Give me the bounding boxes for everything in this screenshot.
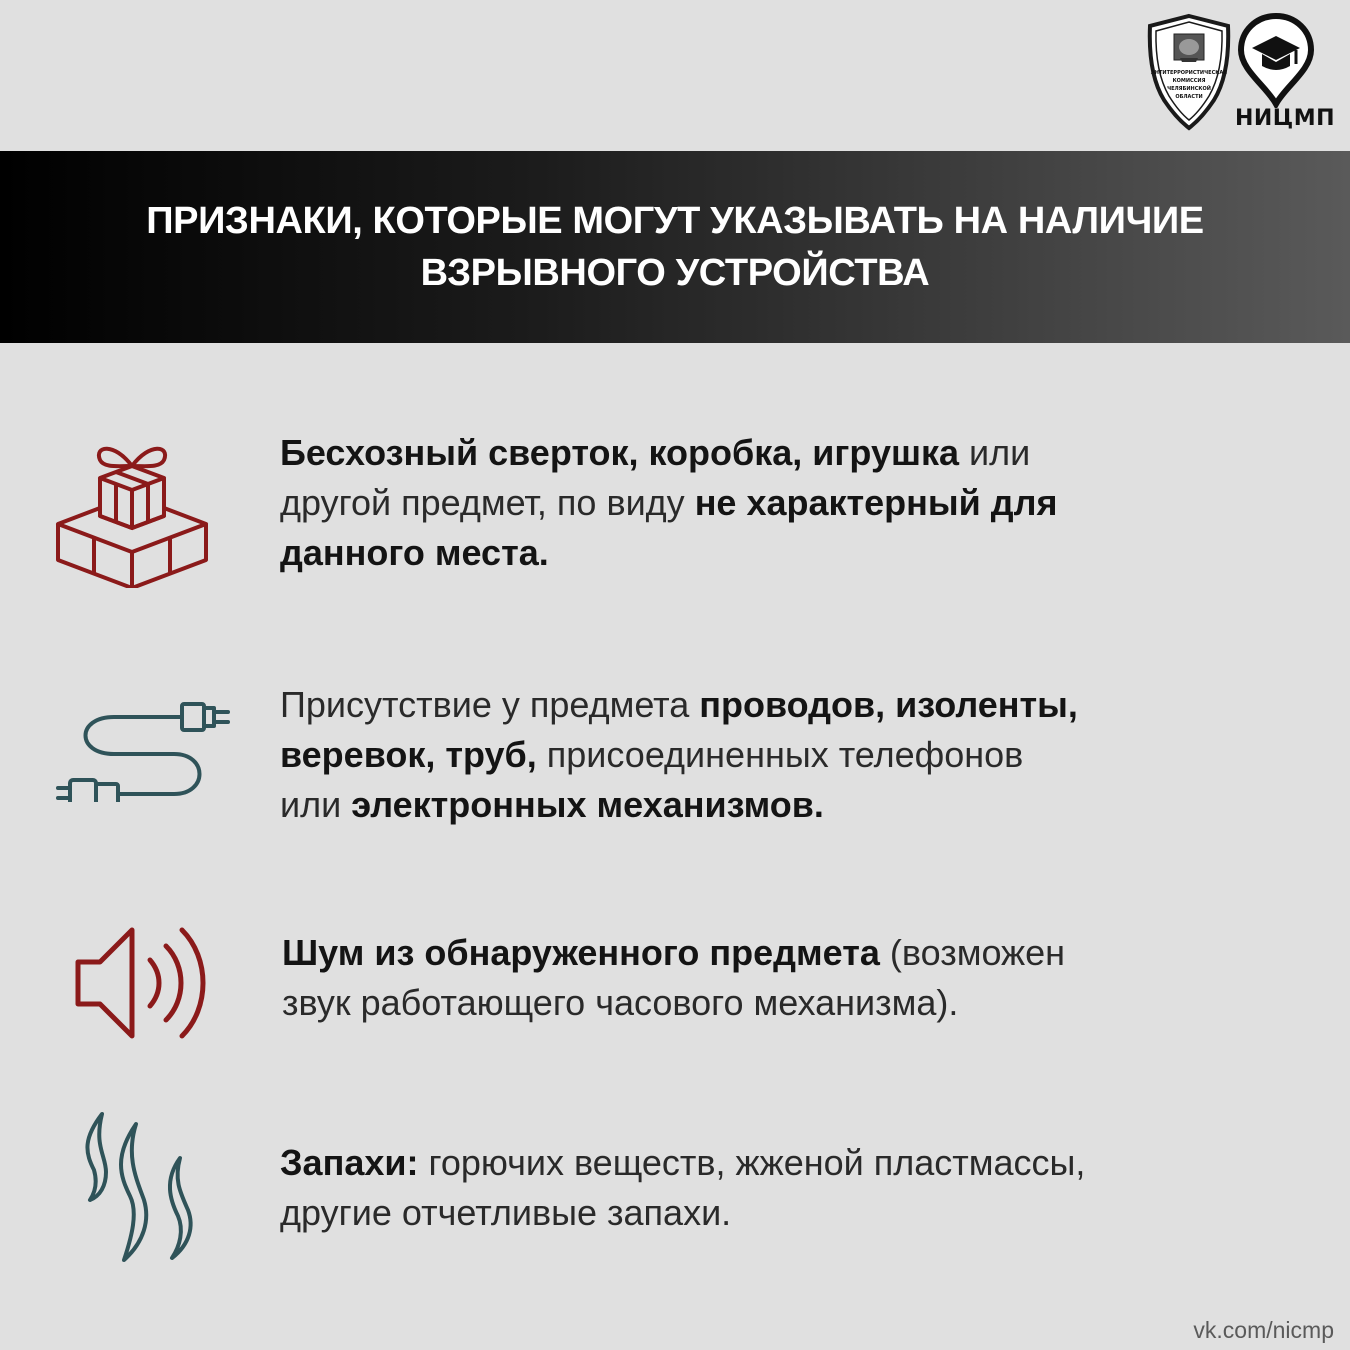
sign-text-segment: (возможен bbox=[879, 932, 1066, 973]
page-title-line-2: ВЗРЫВНОГО УСТРОЙСТВА bbox=[420, 252, 930, 294]
sign-text-segment: горючих веществ, жженой пластмассы, bbox=[418, 1142, 1086, 1183]
sign-text-bold-segment: данного места. bbox=[280, 532, 549, 573]
shield-coat-of-arms-icon bbox=[1144, 12, 1234, 132]
sign-text-bold-segment: Бесхозный сверток, коробка, игрушка bbox=[280, 432, 960, 473]
sign-text-bold-segment: веревок, труб, bbox=[280, 734, 537, 775]
sign-text-2 bbox=[280, 680, 1300, 830]
header-logos bbox=[1144, 12, 1344, 134]
svg-text:АНТИТЕРРОРИСТИЧЕСКАЯ: АНТИТЕРРОРИСТИЧЕСКАЯ bbox=[1150, 70, 1228, 76]
page-title-line-1: ПРИЗНАКИ, КОТОРЫЕ МОГУТ УКАЗЫВАТЬ НА НАЛИЧИЕ bbox=[146, 200, 1204, 242]
speaker-sound-icon bbox=[74, 924, 210, 1042]
gift-boxes-icon bbox=[54, 436, 210, 588]
map-pin-graduation-cap-icon bbox=[1236, 12, 1316, 108]
sign-text-bold-segment: Шум из обнаруженного предмета bbox=[282, 932, 880, 973]
title-banner bbox=[0, 151, 1350, 343]
page-title bbox=[55, 195, 1295, 299]
sign-text-segment: Присутствие у предмета bbox=[280, 684, 700, 725]
sign-text-bold-segment: не характерный для bbox=[694, 482, 1058, 523]
sign-text-bold-segment: проводов, изоленты, bbox=[699, 684, 1078, 725]
sign-text-3 bbox=[282, 928, 1302, 1028]
sign-text-segment: другие отчетливые запахи. bbox=[280, 1192, 732, 1233]
logo-nicmp-text: НИЦМП bbox=[1234, 106, 1336, 131]
sign-text-segment: другой предмет, по виду bbox=[280, 482, 695, 523]
cable-plug-icon bbox=[56, 688, 234, 802]
sign-text-bold-segment: электронных механизмов. bbox=[351, 784, 824, 825]
footer-link[interactable]: vk.com/nicmp bbox=[1193, 1317, 1334, 1343]
sign-text-segment: или bbox=[280, 784, 352, 825]
sign-text-4 bbox=[280, 1138, 1300, 1238]
sign-text-bold-segment: Запахи: bbox=[280, 1142, 419, 1183]
svg-text:ОБЛАСТИ: ОБЛАСТИ bbox=[1175, 94, 1203, 100]
sign-text-segment: звук работающего часового механизма). bbox=[282, 982, 959, 1023]
svg-text:КОМИССИЯ: КОМИССИЯ bbox=[1172, 78, 1206, 84]
sign-text-segment: или bbox=[959, 432, 1031, 473]
smell-waves-icon bbox=[84, 1110, 200, 1272]
svg-text:ЧЕЛЯБИНСКОЙ: ЧЕЛЯБИНСКОЙ bbox=[1167, 86, 1211, 92]
sign-text-segment: присоединенных телефонов bbox=[536, 734, 1024, 775]
sign-text-1 bbox=[280, 428, 1300, 578]
